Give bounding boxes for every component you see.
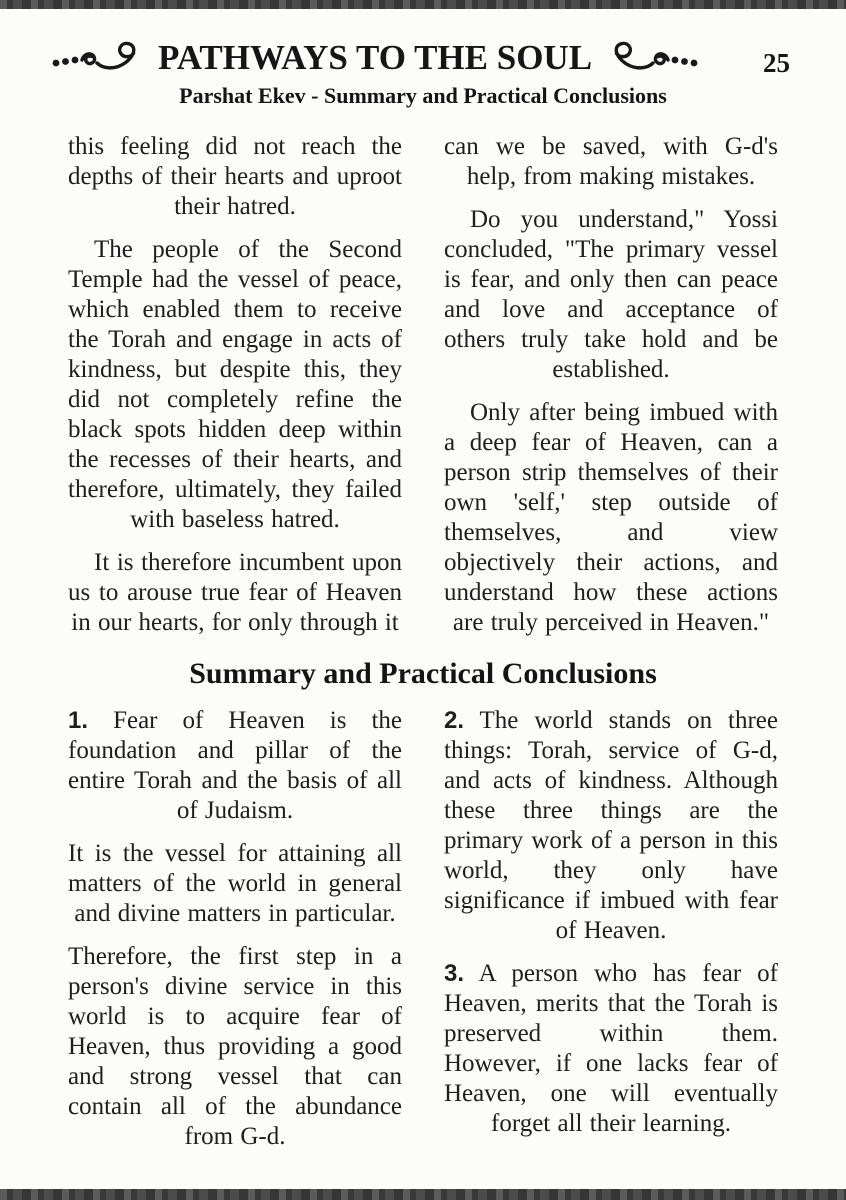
list-item-text: A person who has fear of Heaven, merits that the Torah is preserved within them. However, if one lacks fear of Heaven, one will eventually forget all their learning. [444,960,779,1137]
section-heading: Summary and Practical Conclusions [189,657,657,690]
summary-columns [68,706,778,1152]
list-item-number: 3. [444,960,465,987]
summary-right-column [444,706,778,1152]
page-content [0,132,846,1152]
list-item [444,706,778,946]
list-item [68,706,402,826]
page-title: PATHWAYS TO THE SOUL [157,37,593,77]
paragraph: Therefore, the first step in a person's divine service in this world is to acquire fear of Heaven, thus providing a good and strong vessel that can contain all of the abundance from G-d. [68,943,402,1150]
list-item-text: Fear of Heaven is the foundation and pillar of the entire Torah and the basis of all of Judaism. [68,707,403,824]
page-number: 25 [763,48,790,78]
paragraph: It is therefore incumbent upon us to arouse true fear of Heaven in our hearts, for only through it [68,549,402,636]
article-left-column [68,132,402,638]
page-subtitle: Parshat Ekev - Summary and Practical Conclusions [179,83,667,108]
list-item-number: 1. [68,707,89,734]
list-item [444,959,778,1139]
paragraph: Only after being imbued with a deep fear of Heaven, can a person strip themselves of their own 'self,' step outside of themselves, and view objectively their actions, and understand how these actions are truly perceived in Heaven." [444,399,778,636]
page-header [0,0,846,109]
paragraph: It is the vessel for attaining all matters of the world in general and divine matters in particular. [68,840,402,927]
paragraph: this feeling did not reach the depths of their hearts and uproot their hatred. [68,133,402,220]
list-item-number: 2. [444,707,465,734]
paragraph: can we be saved, with G-d's help, from making mistakes. [444,133,778,190]
paragraph: The people of the Second Temple had the vessel of peace, which enabled them to receive the Torah and engage in acts of kindness, but despite this, they did not completely refine the black spots hidden deep within the recesses of their hearts, and therefore, ultimately, they failed with baseless hatred. [68,236,402,533]
scan-edge-strip-bottom [0,1189,846,1200]
scroll-flourish-left-icon [50,37,150,78]
scroll-flourish-right-icon [600,37,700,78]
paragraph: Do you understand," Yossi concluded, "The primary vessel is fear, and only then can peace and love and acceptance of others truly take hold and be established. [444,206,778,383]
title-row [0,37,846,78]
article-right-column [444,132,778,638]
summary-left-column [68,706,402,1152]
list-item-text: The world stands on three things: Torah, service of G-d, and acts of kindness. Although these three things are the primary work of a person in this world, they only have significance if imbued with fear of Heaven. [444,707,778,944]
article-columns [68,132,778,638]
